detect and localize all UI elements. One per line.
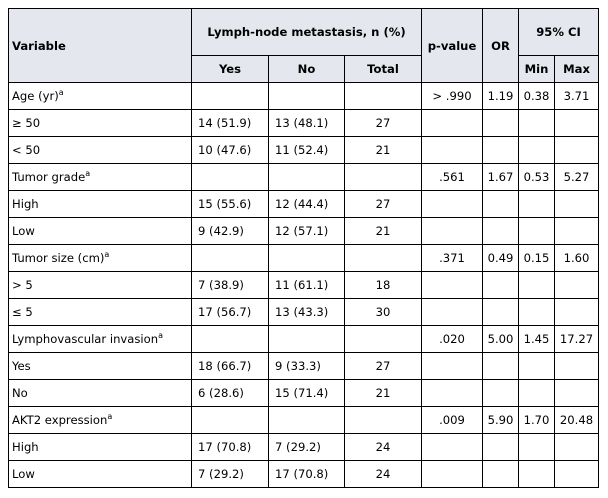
table-header <box>9 9 599 83</box>
cell-no: 7 (29.2) <box>269 434 345 461</box>
cell-total <box>345 245 422 272</box>
cell-odds-ratio: 0.49 <box>483 245 519 272</box>
cell-yes <box>192 407 269 434</box>
cell-total <box>345 83 422 110</box>
table-row <box>9 245 599 272</box>
cell-no: 12 (57.1) <box>269 218 345 245</box>
table-row <box>9 407 599 434</box>
table-row <box>9 110 599 137</box>
cell-yes: 15 (55.6) <box>192 191 269 218</box>
cell-total: 21 <box>345 218 422 245</box>
cell-variable <box>9 353 192 380</box>
table-row <box>9 191 599 218</box>
cell-odds-ratio <box>483 191 519 218</box>
cell-ci-max: 20.48 <box>555 407 599 434</box>
table-body <box>9 83 599 488</box>
cell-ci-max <box>555 137 599 164</box>
cell-p-value: .561 <box>422 164 483 191</box>
table-row <box>9 164 599 191</box>
cell-odds-ratio: 5.00 <box>483 326 519 353</box>
cell-total <box>345 326 422 353</box>
header-ci-min: Min <box>519 56 555 83</box>
variable-label: Tumor size (cm) <box>12 251 105 265</box>
cell-total: 27 <box>345 191 422 218</box>
cell-ci-max <box>555 191 599 218</box>
footnote-marker: a <box>158 331 163 340</box>
table-row <box>9 83 599 110</box>
cell-odds-ratio <box>483 272 519 299</box>
cell-odds-ratio <box>483 110 519 137</box>
footnote-marker: a <box>58 88 64 97</box>
cell-total: 30 <box>345 299 422 326</box>
cell-odds-ratio <box>483 353 519 380</box>
cell-variable <box>9 407 192 434</box>
header-yes: Yes <box>192 56 269 83</box>
cell-ci-max <box>555 434 599 461</box>
cell-odds-ratio <box>483 461 519 488</box>
cell-ci-max: 3.71 <box>555 83 599 110</box>
cell-variable <box>9 434 192 461</box>
cell-yes: 17 (56.7) <box>192 299 269 326</box>
cell-ci-min <box>519 272 555 299</box>
variable-label: Low <box>12 224 35 238</box>
header-total: Total <box>345 56 422 83</box>
header-95-ci: 95% CI <box>519 9 599 56</box>
cell-no <box>269 164 345 191</box>
cell-ci-max <box>555 218 599 245</box>
cell-ci-min: 0.38 <box>519 83 555 110</box>
header-odds-ratio: OR <box>483 9 519 83</box>
table-row <box>9 380 599 407</box>
cell-total: 24 <box>345 461 422 488</box>
cell-variable <box>9 326 192 353</box>
cell-odds-ratio <box>483 299 519 326</box>
table-row <box>9 461 599 488</box>
cell-ci-min <box>519 110 555 137</box>
variable-label: ≥ 50 <box>12 116 41 130</box>
cell-p-value <box>422 110 483 137</box>
lymph-node-metastasis-table <box>8 8 599 488</box>
header-ci-max: Max <box>555 56 599 83</box>
cell-odds-ratio: 5.90 <box>483 407 519 434</box>
header-p-value: p-value <box>422 9 483 83</box>
table-row <box>9 272 599 299</box>
cell-ci-max <box>555 380 599 407</box>
cell-yes: 6 (28.6) <box>192 380 269 407</box>
cell-p-value <box>422 272 483 299</box>
cell-no: 13 (43.3) <box>269 299 345 326</box>
cell-variable <box>9 245 192 272</box>
cell-no: 12 (44.4) <box>269 191 345 218</box>
cell-p-value <box>422 461 483 488</box>
cell-variable <box>9 272 192 299</box>
cell-ci-max: 17.27 <box>555 326 599 353</box>
variable-label: No <box>12 386 28 400</box>
cell-ci-min: 1.45 <box>519 326 555 353</box>
variable-label: Yes <box>12 359 31 373</box>
cell-ci-max <box>555 110 599 137</box>
cell-ci-min <box>519 137 555 164</box>
cell-ci-min <box>519 191 555 218</box>
cell-p-value <box>422 353 483 380</box>
cell-ci-max: 5.27 <box>555 164 599 191</box>
cell-ci-max <box>555 299 599 326</box>
cell-ci-max <box>555 461 599 488</box>
variable-label: AKT2 expression <box>12 413 108 427</box>
cell-yes: 7 (38.9) <box>192 272 269 299</box>
cell-no: 13 (48.1) <box>269 110 345 137</box>
variable-label: ≤ 5 <box>12 305 33 319</box>
variable-label: Lymphovascular invasion <box>12 332 159 346</box>
cell-variable <box>9 191 192 218</box>
cell-variable <box>9 164 192 191</box>
cell-total: 27 <box>345 110 422 137</box>
cell-odds-ratio <box>483 137 519 164</box>
cell-ci-min: 0.15 <box>519 245 555 272</box>
header-lymph-node-metastasis: Lymph-node metastasis, n (%) <box>192 9 422 56</box>
cell-no <box>269 407 345 434</box>
cell-yes: 9 (42.9) <box>192 218 269 245</box>
footnote-marker: a <box>85 169 91 178</box>
cell-variable <box>9 380 192 407</box>
cell-yes <box>192 326 269 353</box>
variable-label: > 5 <box>12 278 33 292</box>
cell-variable <box>9 110 192 137</box>
table-row <box>9 434 599 461</box>
cell-total: 24 <box>345 434 422 461</box>
cell-no <box>269 245 345 272</box>
cell-ci-min: 1.70 <box>519 407 555 434</box>
cell-variable <box>9 83 192 110</box>
footnote-marker: a <box>107 412 113 421</box>
cell-ci-max <box>555 272 599 299</box>
cell-variable <box>9 218 192 245</box>
cell-ci-min <box>519 353 555 380</box>
cell-odds-ratio <box>483 434 519 461</box>
cell-odds-ratio: 1.67 <box>483 164 519 191</box>
cell-ci-max: 1.60 <box>555 245 599 272</box>
cell-ci-min <box>519 218 555 245</box>
cell-ci-min <box>519 461 555 488</box>
cell-no <box>269 326 345 353</box>
cell-no: 11 (61.1) <box>269 272 345 299</box>
cell-no: 11 (52.4) <box>269 137 345 164</box>
cell-no <box>269 83 345 110</box>
header-variable: Variable <box>9 9 192 83</box>
cell-total <box>345 164 422 191</box>
cell-yes <box>192 164 269 191</box>
cell-yes: 18 (66.7) <box>192 353 269 380</box>
table-row <box>9 137 599 164</box>
cell-yes: 7 (29.2) <box>192 461 269 488</box>
cell-odds-ratio <box>483 380 519 407</box>
cell-no: 9 (33.3) <box>269 353 345 380</box>
cell-p-value <box>422 299 483 326</box>
cell-yes: 17 (70.8) <box>192 434 269 461</box>
cell-p-value: > .990 <box>422 83 483 110</box>
table-row <box>9 299 599 326</box>
header-no: No <box>269 56 345 83</box>
variable-label: Low <box>12 467 35 481</box>
results-table-container <box>8 8 599 488</box>
cell-no: 15 (71.4) <box>269 380 345 407</box>
cell-total <box>345 407 422 434</box>
cell-p-value: .371 <box>422 245 483 272</box>
table-row <box>9 218 599 245</box>
cell-ci-max <box>555 353 599 380</box>
cell-total: 27 <box>345 353 422 380</box>
cell-ci-min <box>519 299 555 326</box>
footnote-marker: a <box>104 250 110 259</box>
cell-yes: 10 (47.6) <box>192 137 269 164</box>
cell-p-value: .009 <box>422 407 483 434</box>
variable-label: Age (yr) <box>12 89 59 103</box>
cell-ci-min: 0.53 <box>519 164 555 191</box>
variable-label: Tumor grade <box>12 170 86 184</box>
cell-ci-min <box>519 380 555 407</box>
cell-variable <box>9 137 192 164</box>
table-row <box>9 353 599 380</box>
cell-p-value: .020 <box>422 326 483 353</box>
cell-p-value <box>422 434 483 461</box>
cell-p-value <box>422 218 483 245</box>
cell-total: 21 <box>345 380 422 407</box>
cell-yes <box>192 83 269 110</box>
variable-label: < 50 <box>12 143 41 157</box>
variable-label: High <box>12 440 39 454</box>
cell-odds-ratio: 1.19 <box>483 83 519 110</box>
cell-ci-min <box>519 434 555 461</box>
variable-label: High <box>12 197 39 211</box>
table-row <box>9 326 599 353</box>
cell-p-value <box>422 380 483 407</box>
cell-no: 17 (70.8) <box>269 461 345 488</box>
cell-p-value <box>422 191 483 218</box>
cell-variable <box>9 461 192 488</box>
cell-yes: 14 (51.9) <box>192 110 269 137</box>
cell-odds-ratio <box>483 218 519 245</box>
cell-p-value <box>422 137 483 164</box>
cell-variable <box>9 299 192 326</box>
cell-total: 18 <box>345 272 422 299</box>
cell-yes <box>192 245 269 272</box>
cell-total: 21 <box>345 137 422 164</box>
